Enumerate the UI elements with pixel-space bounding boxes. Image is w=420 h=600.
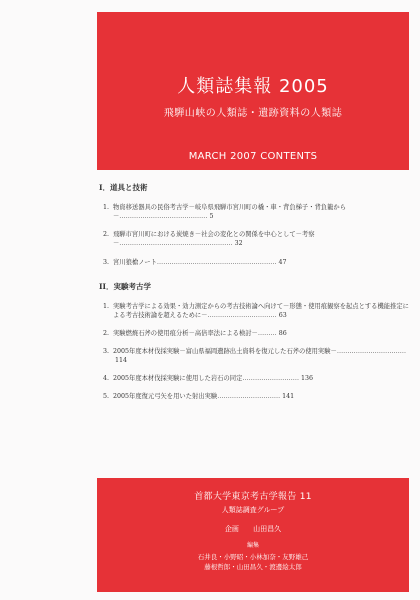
dot-leader: ……… — [257, 329, 277, 337]
table-of-contents — [97, 182, 409, 416]
entry-text — [113, 230, 409, 248]
toc-entry — [97, 374, 409, 383]
dot-leader: …………………………… — [336, 348, 407, 355]
toc-entry — [97, 392, 409, 401]
dot-leader: ……………………… — [242, 375, 300, 383]
planning-line — [97, 524, 409, 534]
entry-title: 実験燃焼石斧の使用痕分析－高倍率法による検討－ — [113, 329, 258, 337]
report-title: 人類誌集報 2005 — [177, 76, 329, 97]
toc-section — [97, 182, 409, 267]
page-number: 63 — [278, 311, 287, 319]
section-title: II．実験考古学 — [99, 281, 152, 291]
series-title: 首都大学東京考古学報告 11 — [194, 492, 312, 502]
entry-number: 3. — [102, 258, 109, 266]
entry-title: 宮川狼槍ノート — [113, 258, 157, 266]
page-number: 114 — [115, 357, 128, 365]
toc-entry — [97, 203, 409, 221]
entry-text — [113, 258, 409, 267]
header-band — [97, 12, 409, 170]
dot-leader: …………………………………… — [119, 213, 208, 221]
report-subtitle: 飛騨山峡の人類誌・遺跡資料の人類誌 — [163, 108, 343, 119]
toc-section — [97, 281, 409, 402]
entry-number: 1. — [102, 204, 109, 211]
toc-entry — [97, 329, 409, 338]
planning-label: 企画 — [224, 525, 239, 533]
entry-number: 4. — [102, 375, 109, 383]
entry-title: 飛騨市宮川町における炭焼き－社会の変化との関係を中心として－考察－ — [113, 231, 315, 248]
group-name: 人類誌調査グループ — [221, 506, 285, 514]
entry-title: 2005年度本材伐採実験に使用した岩石の同定 — [113, 375, 243, 383]
page-number: 32 — [234, 240, 243, 248]
entry-title: 2005年度本材伐採実験－富山県福岡遺跡出土資料を復元した石斧の使用実験－ — [113, 348, 337, 355]
footer-band — [97, 478, 409, 592]
section-title: I．道具と技術 — [99, 183, 148, 192]
entry-number: 1. — [102, 302, 109, 310]
editors-line: 藤根哲郎・山田昌久・渡邊絵太郎 — [204, 563, 302, 572]
contents-label: MARCH 2007 CONTENTS — [188, 151, 318, 162]
entry-text — [113, 329, 409, 338]
entry-title: 2005年度復元弓矢を用いた射出実験 — [113, 393, 218, 401]
editors-line: 石井良・小野昭・小林加奈・友野雄己 — [197, 553, 309, 561]
page-number: 47 — [278, 258, 287, 266]
entry-text — [113, 302, 409, 320]
entry-number: 5. — [102, 393, 109, 401]
dot-leader: ………………………………………………… — [156, 258, 277, 266]
page-number: 86 — [278, 329, 287, 337]
toc-entry — [97, 230, 409, 248]
planning-name: 山田昌久 — [253, 525, 282, 533]
toc-entry — [97, 302, 409, 320]
toc-entry — [97, 347, 409, 365]
entry-number: 2. — [102, 329, 109, 337]
page-number: 136 — [301, 375, 314, 383]
page-number: 5 — [209, 213, 214, 221]
dot-leader: ……………………………………………… — [119, 240, 233, 248]
toc-entry — [97, 258, 409, 267]
entry-text — [113, 203, 409, 221]
edit-label: 編集 — [246, 542, 259, 549]
entry-text — [113, 374, 409, 383]
entry-text — [113, 392, 409, 401]
entry-number: 2. — [102, 231, 109, 239]
dot-leader: ………………………… — [217, 393, 281, 401]
entry-text — [113, 347, 409, 365]
dot-leader: …………………………… — [207, 311, 277, 319]
page-number: 141 — [282, 393, 295, 401]
editors — [97, 552, 409, 573]
entry-title: 物資移送器具の民俗考古学－岐阜県飛騨市宮川町の橇・車・背負梯子・背負籠から－ — [113, 204, 346, 221]
entry-number: 3. — [102, 348, 109, 355]
entry-title: 実験考古学による効果・効力測定からの考古技術論へ向けて－形態・使用痕観察を起点とする機能推定による考古技術論を超えるために－ — [113, 302, 409, 319]
